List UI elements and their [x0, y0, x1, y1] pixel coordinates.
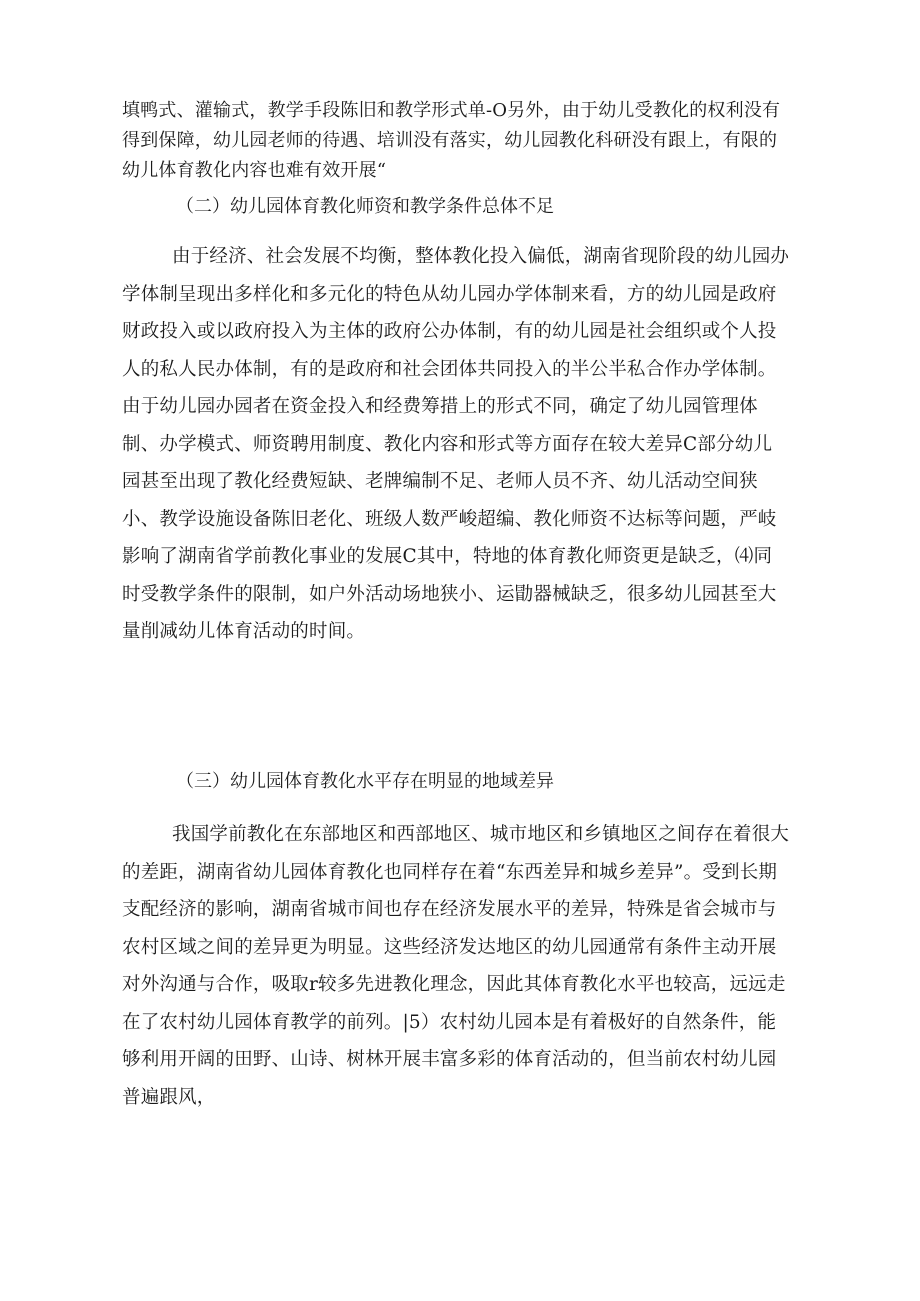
- section-heading-2: （二）幼儿园体育教化师资和教学条件总体不足: [176, 196, 554, 217]
- section-heading-3: （三）幼儿园体育教化水平存在明显的地域差异: [176, 771, 554, 792]
- section-2-paragraph: 由于经济、社会发展不均衡，整体教化投入偏低，湖南省现阶段的幼儿园办学体制呈现出多样化和多元化的特色从幼儿园办学体制来看，方的幼儿园是政府财政投入或以政府投入为主体的政府公办体制，有的幼儿园是社会组织或个人投人的私人民办体制，有的是政府和社会团体共同投入的半公半私合作办学体制。由于幼儿园办园者在资金投入和经费筹措上的形式不同，确定了幼儿园管理体制、办学模式、师资聘用制度、教化内容和形式等方面存在较大差异C部分幼儿园甚至出现了教化经费短缺、老牌编制不足、老师人员不齐、幼儿活动空间狭小、教学设施设备陈旧老化、班级人数严峻超编、教化师资不达标等问题，严岐影响了湖南省学前教化事业的发展C其中，特地的体育教化师资更是缺乏，⑷同时受教学条件的限制，如户外活动场地狭小、运勖器械缺乏，很多幼儿园甚至大量削减幼儿体育活动的时间。: [122, 246, 790, 642]
- intro-paragraph: 填鸭式、灌输式，教学手段陈旧和教学形式单-O另外，由于幼儿受教化的权利没有得到保障，幼儿园老师的待遇、培训没有落实，幼儿园教化科研没有跟上，有限的幼儿体育教化内容也难有效开展“: [122, 100, 781, 181]
- section-3-paragraph: 我国学前教化在东部地区和西部地区、城市地区和乡镇地区之间存在着很大的差距，湖南省幼儿园体育教化也同样存在着“东西差异和城乡差异”。受到长期支配经济的影响，湖南省城市间也存在经济发展水平的差异，特殊是省会城市与农村区域之间的差异更为明显。这些经济发达地区的幼儿园通常有条件主动开展对外沟通与合作，吸取r较多先进教化理念，因此其体育教化水平也较高，远远走在了农村幼儿园体育教学的前列。|5）农村幼儿园本是有着极好的自然条件，能够利用开阔的田野、山诗、树林开展丰富多彩的体育活动的，但当前农村幼儿园普遍跟风，: [122, 824, 790, 1108]
